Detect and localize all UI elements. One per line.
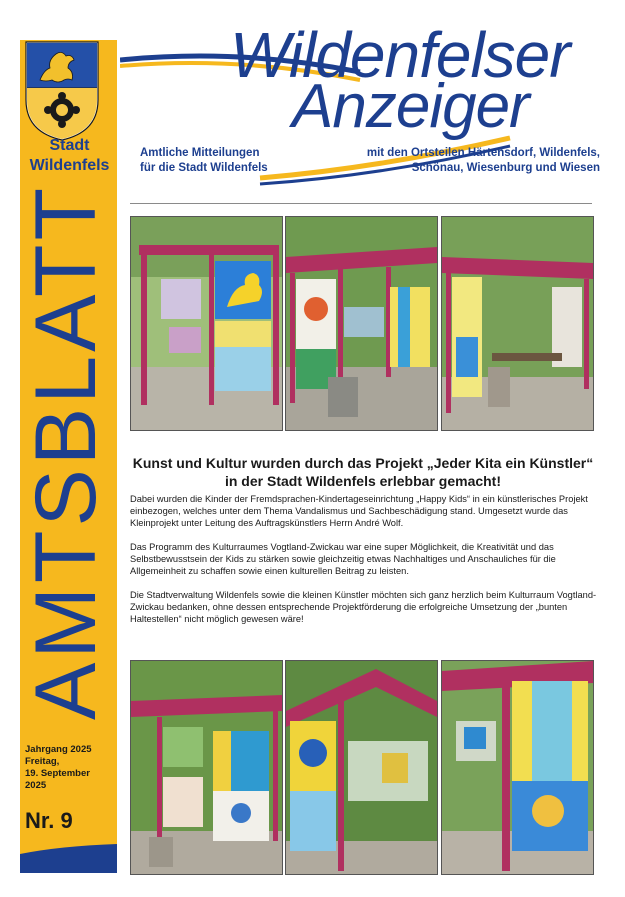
masthead-divider: [130, 203, 592, 204]
date-day-month: 19. September: [25, 768, 90, 779]
subtitle-right-line2: Schönau, Wiesenburg und Wiesen: [411, 162, 600, 174]
bus-shelter-photo-4: [130, 660, 283, 875]
subtitle-left-line1: Amtliche Mitteilungen: [140, 147, 260, 159]
article-paragraph-1: Dabei wurden die Kinder der Fremdsprachen-Kindertageseinrichtung „Happy Kids“ in ein künstlerisches Projekt einbezogen, welches unter dem Thema Vandalismus und Sachbeschädigung stand. Umgesetzt wurde das Kleinprojekt unter Leitung des Auftragskünstlers Herrn André Wolf.: [130, 494, 588, 528]
issue-meta: [25, 744, 115, 792]
bus-shelter-photo-3: [441, 216, 594, 431]
date-weekday: Freitag,: [25, 756, 60, 767]
masthead-subtitle-right: [352, 146, 600, 176]
article-headline: [128, 454, 598, 490]
city-name: [22, 136, 117, 176]
headline-line2: in der Stadt Wildenfels erlebbar gemacht!: [224, 473, 502, 489]
coat-of-arms-icon: [22, 40, 102, 142]
city-line-2: Wildenfels: [29, 157, 110, 174]
city-line-1: Stadt: [49, 137, 90, 154]
subtitle-right-line1: mit den Ortsteilen Härtensdorf, Wildenfels,: [366, 147, 600, 159]
masthead-title-line2: Anzeiger: [292, 72, 529, 141]
masthead-subtitle-left: [140, 146, 268, 176]
bus-shelter-photo-2: [285, 216, 438, 431]
article-paragraph-3: Die Stadtverwaltung Wildenfels sowie die kleinen Künstler möchten sich ganz herzlich beim Kulturraum Vogtland-Zwickau bedanken, ohne dessen entsprechende Projektförderung die erfolgreiche Umsetzung der „bunten Haltestellen“ nicht möglich gewesen wäre!: [130, 590, 597, 624]
subtitle-left-line2: für die Stadt Wildenfels: [140, 162, 268, 174]
amtsblatt-vertical-title: AMTSBLATT: [18, 183, 114, 720]
headline-line1: Kunst und Kultur wurden durch das Projekt „Jeder Kita ein Künstler“: [132, 455, 594, 471]
date-year: 2025: [25, 780, 47, 791]
issue-number: Nr. 9: [25, 808, 73, 833]
bus-shelter-photo-5: [285, 660, 438, 875]
bus-shelter-photo-1: [130, 216, 283, 431]
article-body: [130, 493, 600, 637]
masthead-title-line1: Wildenfelser: [230, 19, 570, 91]
bus-shelter-photo-6: [441, 660, 594, 875]
sidebar-wave-stripe: [20, 842, 117, 873]
year-label: Jahrgang 2025: [25, 744, 92, 755]
article-paragraph-2: Das Programm des Kulturraumes Vogtland-Zwickau war eine super Möglichkeit, die Kreativität und das Selbstbewusstsein der Kids zu stärken sowie gleichzeitig etwas Nachhaltiges und Anschauliches für die Allgemeinheit zu schaffen sowie einen kulturellen Beitrag zu leisten.: [130, 542, 556, 576]
